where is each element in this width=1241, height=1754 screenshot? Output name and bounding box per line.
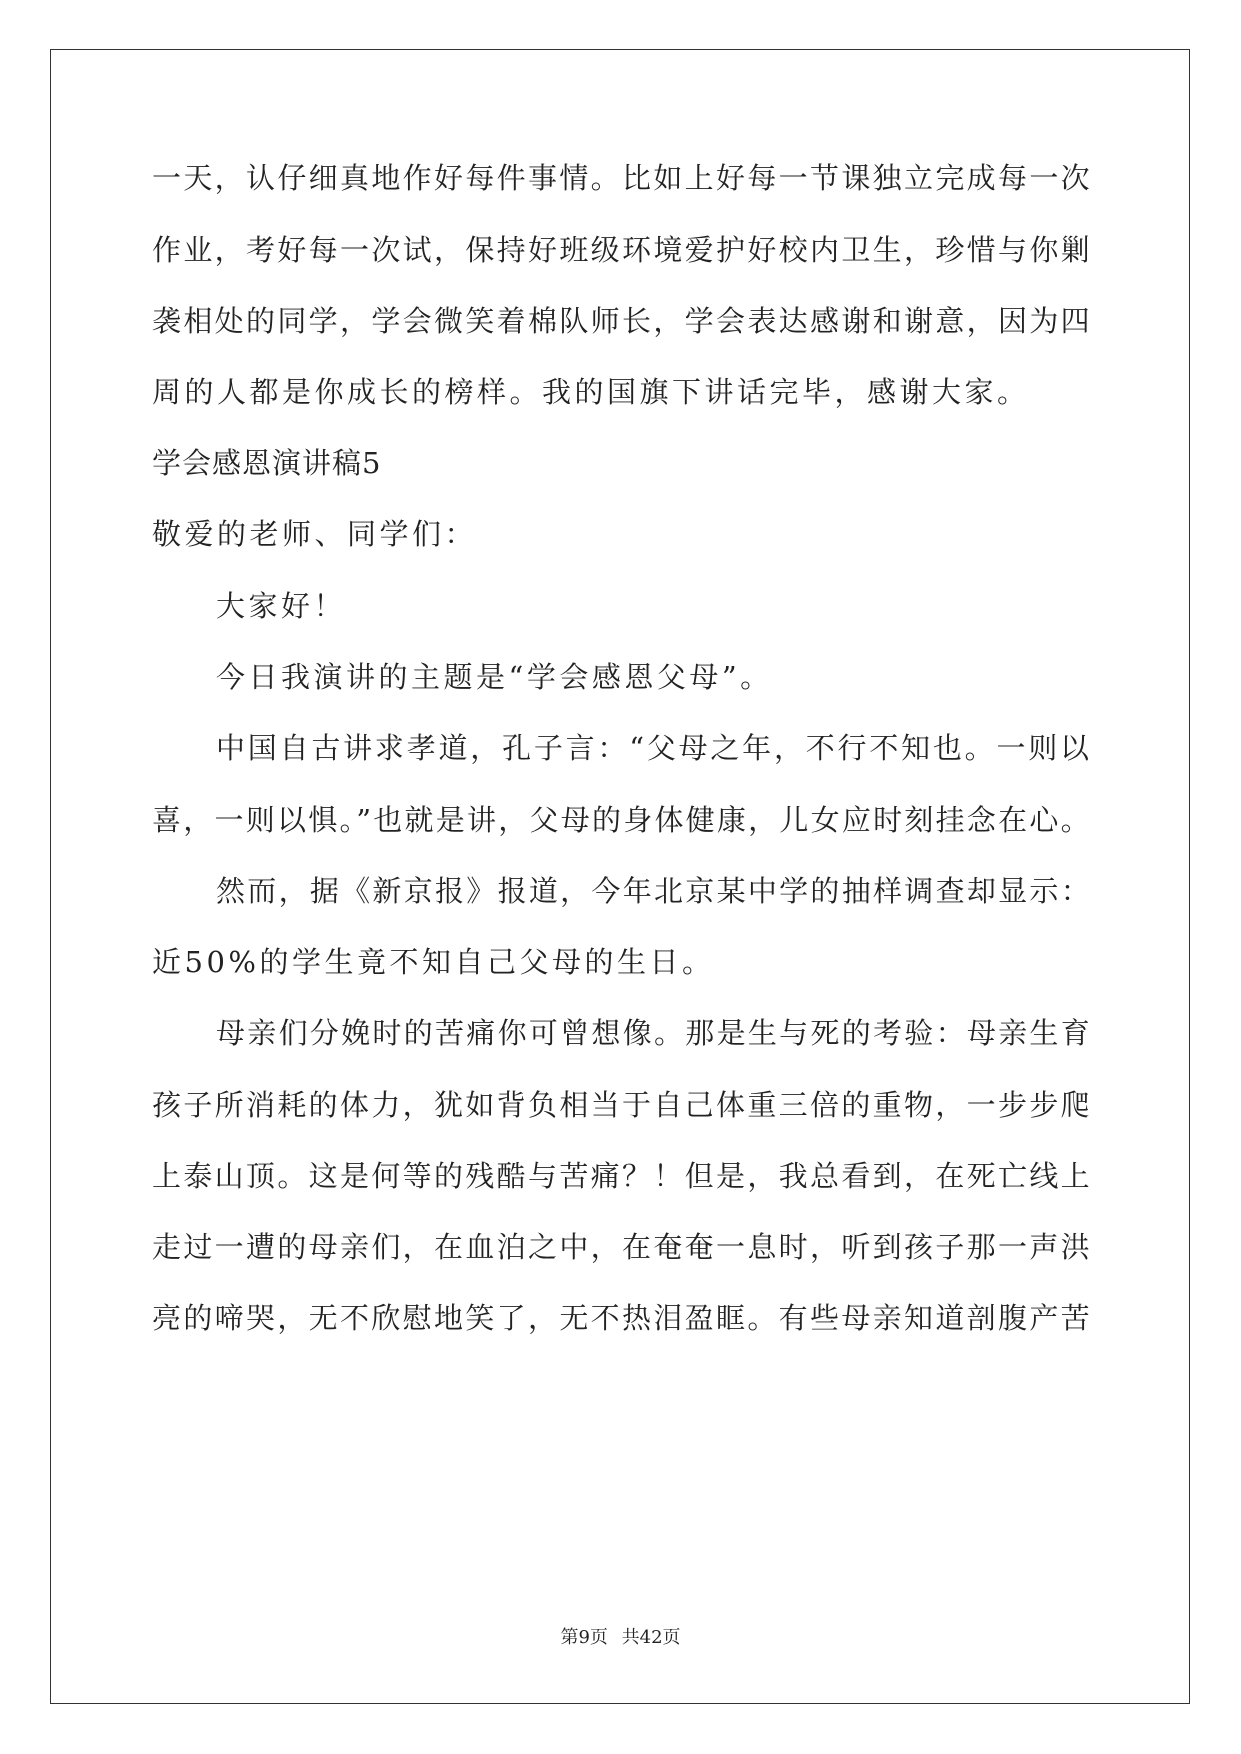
text-line: 走过一遭的母亲们，在血泊之中，在奄奄一息时，听到孩子那一声洪 bbox=[152, 1230, 1093, 1264]
text-line: 然而，据《新京报》报道，今年北京某中学的抽样调查却显示： bbox=[216, 874, 1093, 908]
text-line: 上泰山顶。这是何等的残酷与苦痛？！但是，我总看到，在死亡线上 bbox=[152, 1159, 1093, 1193]
section-title: 学会感恩演讲稿5 bbox=[152, 446, 382, 480]
text-line: 作业，考好每一次试，保持好班级环境爱护好校内卫生，珍惜与你剿 bbox=[152, 233, 1093, 267]
text-line: 今日我演讲的主题是“学会感恩父母”。 bbox=[216, 660, 773, 694]
text-line: 亮的啼哭，无不欣慰地笑了，无不热泪盈眶。有些母亲知道剖腹产苦 bbox=[152, 1301, 1093, 1335]
page-total: 共42页 bbox=[621, 1627, 681, 1648]
text-line: 近50%的学生竟不知自己父母的生日。 bbox=[152, 945, 715, 979]
greeting: 大家好！ bbox=[216, 589, 347, 623]
salutation: 敬爱的老师、同学们： bbox=[152, 517, 478, 551]
page-number: 第9页 bbox=[560, 1627, 608, 1648]
text-line: 母亲们分娩时的苦痛你可曾想像。那是生与死的考验：母亲生育 bbox=[216, 1016, 1093, 1050]
text-line: 中国自古讲求孝道，孔子言：“父母之年，不行不知也。一则以 bbox=[216, 731, 1092, 765]
text-line: 孩子所消耗的体力，犹如背负相当于自己体重三倍的重物，一步步爬 bbox=[152, 1088, 1093, 1122]
text-line: 一天，认仔细真地作好每件事情。比如上好每一节课独立完成每一次 bbox=[152, 161, 1093, 195]
text-line: 喜，一则以惧。”也就是讲，父母的身体健康，儿女应时刻挂念在心。 bbox=[152, 803, 1092, 837]
text-line: 袭相处的同学，学会微笑着棉队师长，学会表达感谢和谢意，因为四 bbox=[152, 304, 1093, 338]
page-footer bbox=[0, 1623, 1241, 1649]
text-line: 周的人都是你成长的榜样。我的国旗下讲话完毕，感谢大家。 bbox=[152, 375, 1030, 409]
